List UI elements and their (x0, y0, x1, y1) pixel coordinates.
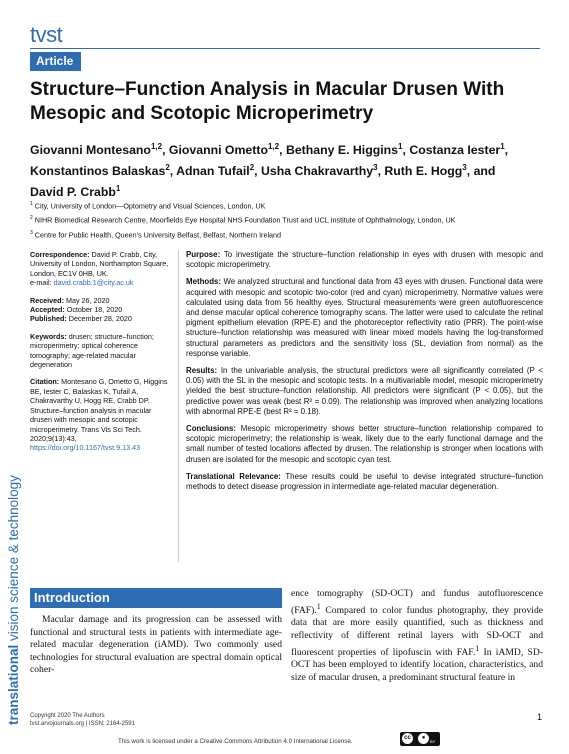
abstract-results: Results: In the univariable analysis, the structural predictors were all significantly correlated (P < 0.05) with the SL in the mesopic and scotopic tests. In a multivariable model, mesopic microperimetry yielded the best structure–function relationship. All predictors were significant (P < 0.05), but the predictive power was weak (best R² = 0.09). The relationship was improved when analyzing locations with abnormal RPE-E (best R² = 0.18). (186, 366, 543, 416)
author: Giovanni Ometto$^{1,2}$, (168, 142, 286, 158)
affiliation: $^1$ City, University of London—Optometry and Visual Sciences, London, UK (30, 201, 266, 211)
author: Ruth E. Hogg$^3$, and (384, 163, 496, 179)
section-heading-introduction: Introduction (30, 588, 282, 608)
cc-icon: cc (402, 733, 413, 744)
doi-link[interactable]: https://doi.org/10.1167/tvst.9.13.43 (30, 443, 141, 453)
author: Bethany E. Higgins$^1$, (285, 142, 410, 158)
intro-column-1: Macular damage and its progression can be assessed with functional and structural tests in patients with intermediate age-related macular degeneration (iAMD). Two commonly used technologies for structural evaluation are spectral domain optical coher- (30, 614, 282, 676)
intro-column-2: ence tomography (SD-OCT) and fundus autofluorescence (FAF).$^1$ Compared to color fundus photography, they provide data that are more easily quantified, such as thickness and reflectivity of different retinal layers with SD-OCT and fluorescent properties of lipofuscin with FAF.$^1$ In iAMD, SD-OCT has been employed to identify location, characteristics, and size of macular drusen, a predominant structural feature in (291, 588, 543, 683)
citation: Citation: Montesano G, Ometto G, Higgins BE, Iester C, Balaskas K, Tufail A, Chakravarthy U, Hogg RE, Crabb DP. Structure–function analysis in macular drusen with mesopic and scotopic microperimetry. Trans Vis Sci Tech. 2020;9(13):43, https://doi.org/10.1167/tvst.9.13.43 (30, 377, 168, 453)
column-divider (178, 250, 179, 562)
affiliation: $^2$ NIHR Biomedical Research Centre, Moorfields Eye Hospital NHS Foundation Trust and UCL Institute of Ophthalmology, London, UK (30, 215, 456, 225)
keywords: Keywords: drusen; structure–function; microperimetry; optical coherence tomography; age-related macular degeneration (30, 331, 154, 370)
correspondence: Correspondence: David P. Crabb, City, University of London, Northampton Square, London, EC1V 0HB, UK. e-mail: david.crabb.1@city.ac.uk (30, 250, 169, 288)
page-footer: Copyright 2020 The Authors tvst.arvojournals.org | ISSN: 2164-2591 (30, 713, 135, 727)
affiliation: $^3$ Centre for Public Health, Queen's University Belfast, Belfast, Northern Ireland (30, 229, 282, 240)
paper-title: Structure–Function Analysis in Macular Drusen With Mesopic and Scotopic Microperimetry (30, 79, 505, 124)
journal-side-banner: translational vision science & technology (6, 475, 21, 725)
article-info-sidebar (30, 250, 170, 461)
abstract-relevance: Translational Relevance: These results could be useful to devise integrated structure–function methods to detect disease progression in intermediate age-related macular degeneration. (186, 471, 543, 492)
author: Konstantinos Balaskas$^2$, (30, 163, 177, 179)
license-text: This work is licensed under a Creative Commons Attribution 4.0 International License. (118, 738, 353, 745)
page-number: 1 (537, 712, 543, 722)
author: Giovanni Montesano$^{1,2}$, (30, 142, 169, 158)
dates: Received: May 26, 2020 Accepted: October 18, 2020 Published: December 28, 2020 (30, 295, 132, 324)
author: Usha Chakravarthy$^3$, (261, 163, 385, 179)
abstract (186, 250, 543, 499)
person-icon: ● (418, 733, 429, 744)
abstract-purpose: Purpose: To investigate the structure–function relationship in eyes with drusen with mesopic and scotopic microperimetry. (186, 250, 543, 270)
author: Adnan Tufail$^2$, (176, 163, 262, 179)
abstract-methods: Methods: We analyzed structural and functional data from 43 eyes with drusen. Functional data were acquired with mesopic and scotopic two-color (red and cyan) microperimetry. Normative values were calculated using data from 56 healthy eyes. Structural measurements were green autofluorescence and dense macular optical coherence tomography scans. The latter were used to calculate the retinal pigment epithelium elevation (RPE-E) and the photoreceptor reflectivity ratio (PRR). The point-wise structure–function relationship was measured with linear mixed models having the log-transformed structural parameters as predictors and the sensitivity loss (SL, deviation from normal) as the response variable. (186, 277, 543, 358)
cc-by-badge-icon[interactable]: cc ● BY (400, 732, 440, 746)
author: Costanza Iester$^1$, (409, 142, 509, 158)
email-link[interactable]: david.crabb.1@city.ac.uk (53, 278, 134, 288)
author: David P. Crabb$^1$ (30, 184, 121, 200)
abstract-conclusions: Conclusions: Mesopic microperimetry shows better structure–function relationship compared to scotopic microperimetry; the relationship is weak, likely due to the early functional damage and the small number of tested locations affected by drusen. The relationship is stronger when locations with drusen are isolated for the mesopic and scotopic cyan test. (186, 424, 543, 464)
author-list (30, 138, 530, 201)
header-rule (30, 48, 540, 49)
journal-logo: tvst (30, 22, 63, 47)
affiliations (30, 198, 550, 241)
article-type-badge: Article (30, 52, 81, 71)
